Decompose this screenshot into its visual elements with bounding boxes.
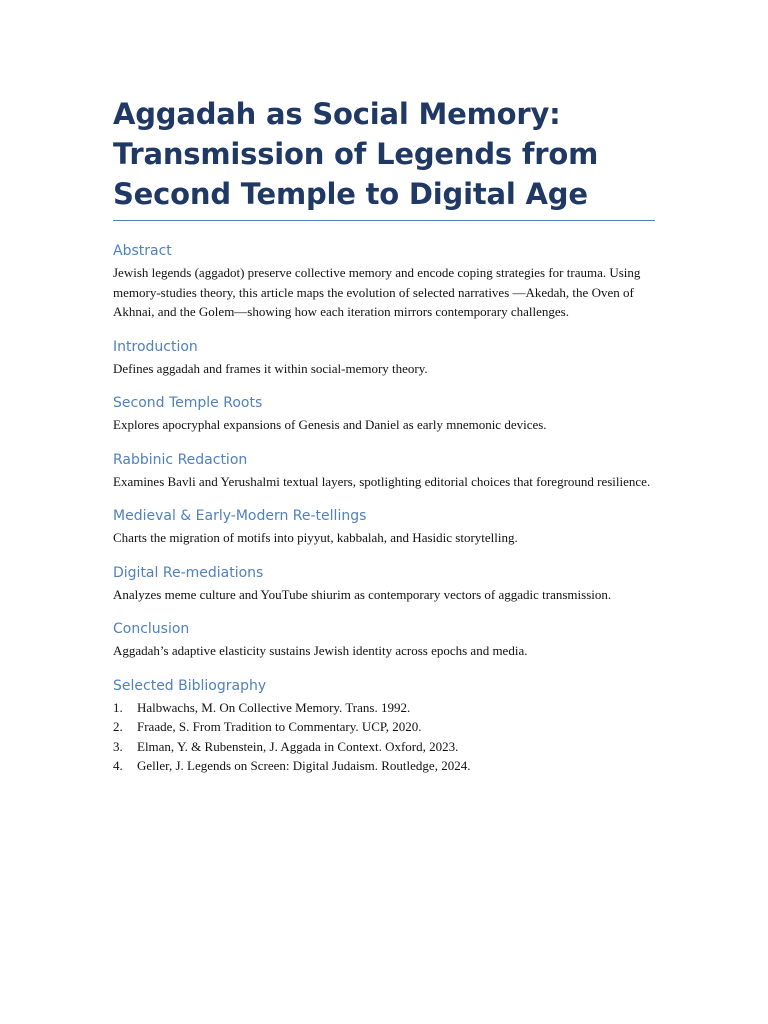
bibliography-number: 4.	[113, 758, 123, 773]
section-body: Jewish legends (aggadot) preserve collective memory and encode coping strategies for trauma. Using memory-studies theory, this article maps the evolution of selected narratives —Akedah, the Oven of Akhnai, and the Golem—showing how each iteration mirrors contemporary challenges.	[113, 265, 641, 319]
section-introduction	[113, 337, 655, 379]
section-heading: Rabbinic Redaction	[113, 451, 248, 468]
bibliography-text: Fraade, S. From Tradition to Commentary. UCP, 2020.	[137, 719, 422, 734]
section-heading: Conclusion	[113, 621, 190, 637]
section-conclusion	[113, 619, 655, 661]
bibliography-heading: Selected Bibliography	[113, 677, 267, 694]
bibliography-number: 2.	[113, 719, 123, 734]
bibliography-item	[113, 737, 655, 757]
section-digital-remediations	[113, 563, 655, 605]
bibliography-number: 3.	[113, 738, 123, 754]
bibliography-text: Elman, Y. & Rubenstein, J. Aggada in Context. Oxford, 2023.	[137, 738, 459, 754]
bibliography-text: Halbwachs, M. On Collective Memory. Trans. 1992.	[137, 699, 411, 715]
section-body: Examines Bavli and Yerushalmi textual layers, spotlighting editorial choices that foreground resilience.	[113, 473, 651, 489]
bibliography-item	[113, 756, 655, 776]
section-second-temple-roots	[113, 393, 655, 435]
section-body: Defines aggadah and frames it within social-memory theory.	[113, 360, 428, 376]
bibliography-item	[113, 698, 655, 718]
section-heading: Digital Re-mediations	[113, 564, 264, 581]
bibliography-number: 1.	[113, 699, 123, 715]
section-body: Aggadah’s adaptive elasticity sustains Jewish identity across epochs and media.	[113, 643, 528, 658]
document-title: Aggadah as Social Memory: Transmission of Legends from Second Temple to Digital Age	[113, 94, 655, 221]
section-body: Analyzes meme culture and YouTube shiurim as contemporary vectors of aggadic transmission.	[113, 586, 612, 602]
section-bibliography	[113, 676, 655, 776]
section-heading: Introduction	[113, 338, 198, 355]
section-abstract	[113, 241, 655, 322]
section-rabbinic-redaction	[113, 450, 655, 492]
document-page	[113, 94, 655, 776]
bibliography-item	[113, 717, 655, 737]
section-body: Charts the migration of motifs into piyyut, kabbalah, and Hasidic storytelling.	[113, 530, 518, 545]
section-body: Explores apocryphal expansions of Genesis and Daniel as early mnemonic devices.	[113, 417, 547, 432]
section-heading: Medieval & Early-Modern Re-tellings	[113, 508, 367, 524]
section-medieval-retellings	[113, 506, 655, 548]
bibliography-text: Geller, J. Legends on Screen: Digital Judaism. Routledge, 2024.	[137, 758, 471, 773]
section-heading: Second Temple Roots	[113, 395, 263, 411]
bibliography-list	[113, 698, 655, 776]
section-heading: Abstract	[113, 243, 172, 259]
